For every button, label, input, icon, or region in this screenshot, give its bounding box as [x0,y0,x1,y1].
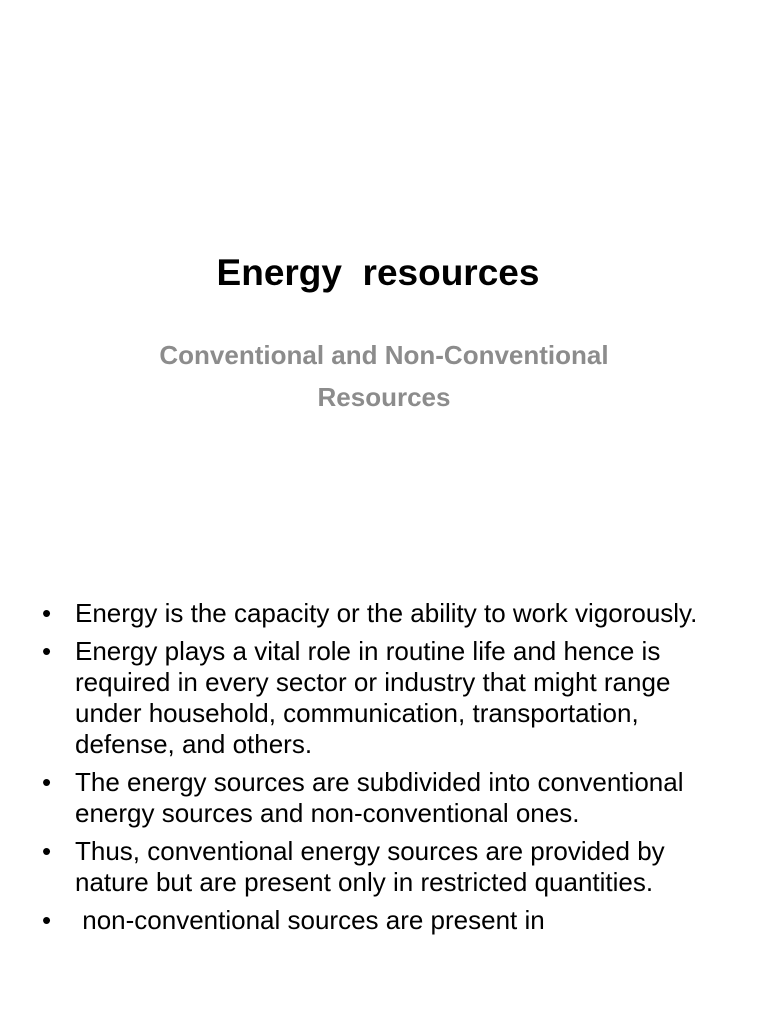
bullet-list [40,598,720,943]
bullet-text: The energy sources are subdivided into conventional energy sources and non-conventional ones. [75,767,684,828]
bullet-text: Thus, conventional energy sources are provided by nature but are present only in restricted quantities. [75,836,665,897]
bullet-icon: • [42,767,52,797]
bullet-text: Energy plays a vital role in routine life and hence is required in every sector or industry that might range under household, communication, transportation, defense, and others. [75,636,671,759]
bullet-text: Energy is the capacity or the ability to work vigorously. [75,598,698,628]
list-item [40,636,720,760]
bullet-icon: • [42,598,52,628]
list-item [40,767,720,829]
list-item [40,905,720,936]
list-item [40,598,720,629]
bullet-text: non-conventional sources are present in [75,905,545,935]
bullet-icon: • [42,636,52,666]
list-item [40,836,720,898]
slide-title: Energy resources [216,252,540,293]
bullet-icon: • [42,905,52,935]
bullet-icon: • [42,836,52,866]
slide-subtitle: Conventional and Non-Conventional Resources [159,340,609,412]
